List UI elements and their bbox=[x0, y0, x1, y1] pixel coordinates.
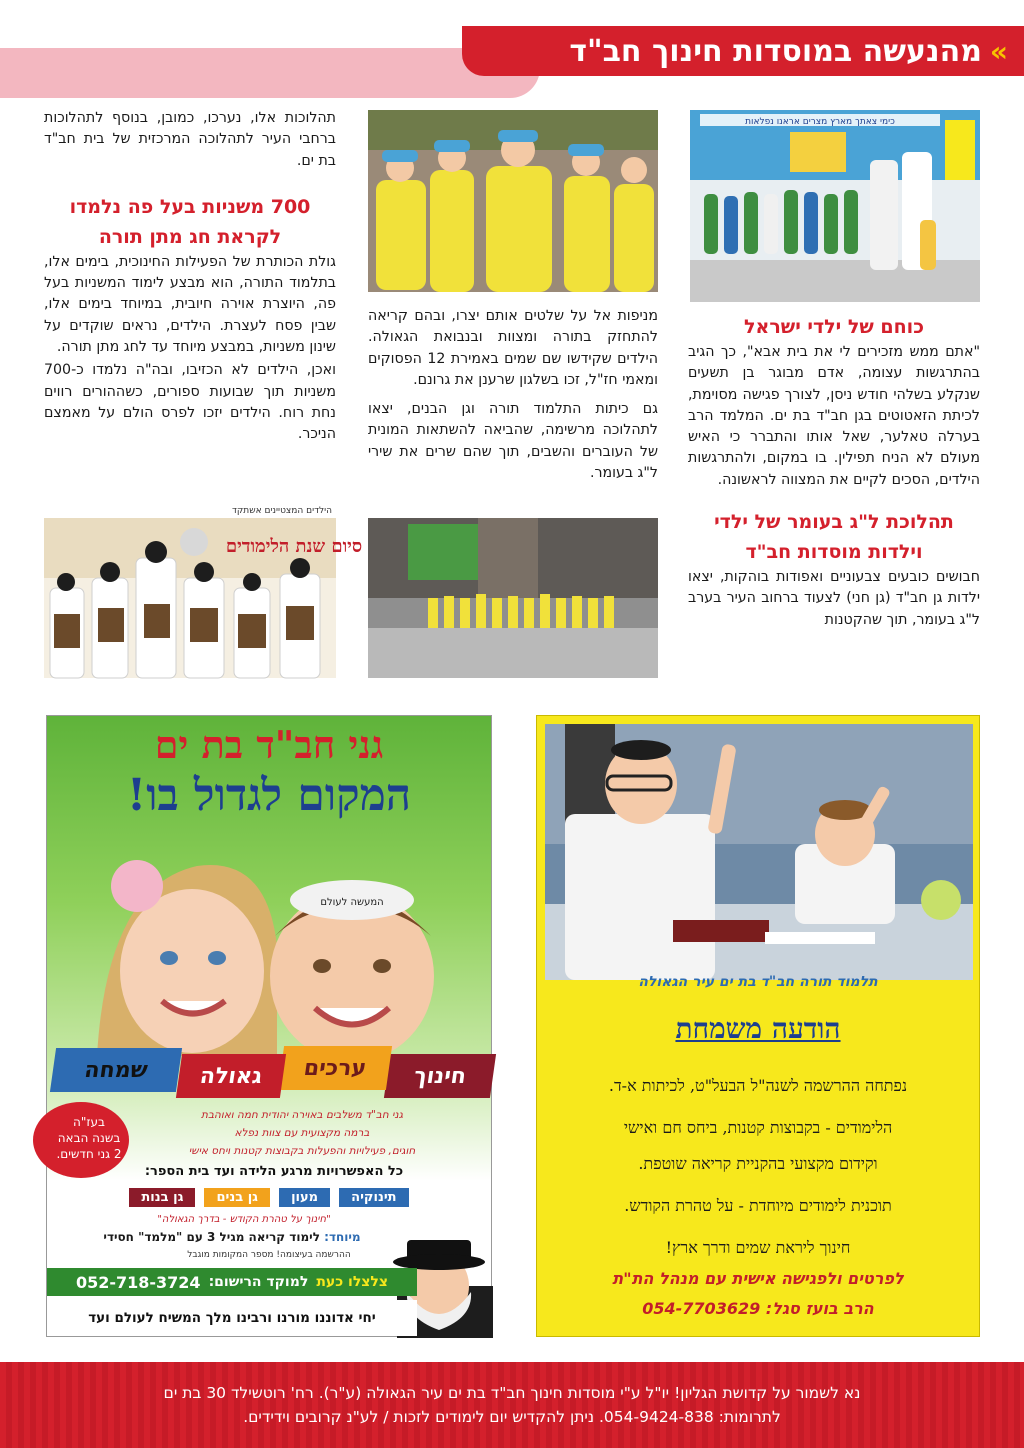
header-bar bbox=[462, 26, 1024, 76]
column-left bbox=[44, 108, 336, 448]
ad-talmud-torah bbox=[536, 715, 980, 1337]
slogan-line-3: חוגים, פעילויות והפעלות בקבוצות קטנות ויחס אישי bbox=[188, 1145, 416, 1157]
header-pink-band bbox=[0, 48, 540, 98]
students-photo bbox=[545, 724, 973, 980]
article-signs-text: מניפות אל על שלטים אותם יצרו, ובהם קריאה להתחזק בתורה ומצוות ובנבואת הגאולה. הילדים שקידשו שם שמים באמירת 12 הפסוקים ומאמי חז"ל, זכו בשלגון שרענן את גרונם. bbox=[368, 308, 658, 388]
footer bbox=[0, 1362, 1024, 1448]
special-text: לימוד קריאה מגיל 3 עם "מלמד" חסידי bbox=[103, 1230, 320, 1244]
photo-girls-parade bbox=[368, 110, 658, 292]
heading-matan-torah: לקראת חג מתן תורה bbox=[98, 225, 282, 248]
ad-line-1: נפתחה ההרשמה לשנה"ל הבעל"ט, לכיתות א-ד. bbox=[608, 1076, 908, 1095]
heading-children-power: כוחם של ילדי ישראל bbox=[744, 316, 924, 338]
ribbon-arachim: ערכים bbox=[278, 1046, 392, 1090]
article-tefillin-text: "אתם ממש מזכירים לי את בית אבא", כך הגיב בהתרגשות עצומה, אדם מבוגר בן תשעים שנקלע בשלהי חודש ניסן, לצורך פגישה מסוימת, לכיתת הזאטוטים בגן חב"ד בת ים. המלמד הרב בערלה טאלער, שאל אותו והתברר כי האיש מעולם לא הניח תפילין. בו במקום, ולהתרגשות הילדים, הסכים לקיים את המצווה לראשונה. bbox=[688, 344, 980, 488]
chevron-icon: » bbox=[989, 34, 1008, 68]
photo-boys-parade bbox=[368, 518, 658, 678]
pill-daycare: מעון bbox=[279, 1188, 330, 1207]
ad-contact bbox=[537, 1264, 979, 1324]
ad-kindergartens bbox=[46, 715, 492, 1337]
sticker-line-2: בשנה הבאה bbox=[57, 1131, 121, 1145]
article-mishnayot-text: גולת הכותרת של הפעילות החינוכית, בימים אלו, בתלמוד התורה, הוא מבצע לימוד המשניות בעל פה, היוצרת אוירה חיובית, במיוחד בימים אלו, שבין פסח לעצרת. הילדים, נראים שוקדים על שינון משניות, במבצע מיוחד עד לחג מתן תורה. bbox=[44, 253, 336, 356]
article-mishnayot-result: ואכן, הילדים לא הכזיבו, ובה"ה נלמדו כ-700 משניות תוך שבועות ספורים, כשההורים רווים נחת רוח. הילדים יזכו לפרס הולם על מאמצם הניכר. bbox=[44, 362, 336, 443]
registration-phone: 052-718-3724 bbox=[75, 1272, 201, 1292]
ribbon-chinuch: חינוך bbox=[384, 1054, 496, 1098]
sticker-line-1: בעז"ה bbox=[73, 1115, 105, 1129]
special-line bbox=[67, 1230, 397, 1244]
special-label: מיוחד: bbox=[324, 1230, 361, 1244]
call-label: צלצלו כעת bbox=[316, 1274, 389, 1290]
column-middle bbox=[368, 306, 658, 486]
tahara-slogan: "חינוך על טהרת הקודש - בדרך הגאולה" bbox=[157, 1214, 331, 1225]
photo-classroom bbox=[690, 110, 980, 302]
heading-lag-baomer-1: תהלוכת ל"ג בעומר של ילדי bbox=[714, 511, 954, 534]
slogan-line-1: גני חב"ד משלבים באוירה יהודית חמה ואוהבת bbox=[201, 1109, 403, 1121]
ad-kindergartens-title: גני חב"ד בת ים bbox=[154, 722, 384, 767]
heading-700-mishnayot: 700 משניות בעל פה נלמדו bbox=[69, 195, 311, 218]
ad-talmud-torah-caption: תלמוד תורה חב"ד בת ים עיר הגאולה bbox=[638, 974, 878, 990]
slogans bbox=[137, 1106, 467, 1160]
ad-bottom-line: יחי אדוננו מורנו ורבינו מלך המשיח לעולם ועד bbox=[47, 1300, 417, 1336]
ad-line-3: וקידום מקצועי בהקניית קריאה שוטפת. bbox=[638, 1154, 878, 1173]
options-title: כל האפשרויות מרגע הלידה ועד בית הספר: bbox=[144, 1164, 404, 1179]
ad-line-5: חינוך ליראת שמים ודרך ארץ! bbox=[665, 1238, 851, 1257]
sticker-line-3: 2 גני חדשים. bbox=[56, 1147, 122, 1161]
ad-talmud-torah-title: הודעה משמחת bbox=[675, 1012, 841, 1045]
footer-line-2: לתרומות: 054-9424-838. ניתן להקדיש יום לימודים לזכות / לע"נ קרובים וידידים. bbox=[243, 1408, 781, 1426]
options-pills bbox=[77, 1186, 461, 1207]
ribbon-geula: גאולה bbox=[176, 1054, 286, 1098]
article-parade-text: חבושים כובעים צבעוניים ואפודות בוהקות, יצאו ילדות גן חב"ד (גן חני) לצעוד ברחוב העיר בערב ל"ג בעומר, תוך שהקטנות bbox=[688, 569, 980, 628]
call-text: למוקד הרישום: bbox=[208, 1274, 309, 1290]
photo-award-ceremony bbox=[44, 518, 363, 678]
children-photo bbox=[77, 826, 467, 1056]
ribbon-simcha: שמחה bbox=[50, 1048, 182, 1092]
ad-line-4: תוכנית לימודים מיוחדת - על טהרת הקודש. bbox=[624, 1196, 892, 1215]
heading-lag-baomer-2: וילדות מוסדות חב"ד bbox=[745, 541, 923, 564]
ad-talmud-torah-body bbox=[551, 1068, 965, 1266]
limited-places: ההרשמה בעיצומה! מספר המקומות מוגבל bbox=[187, 1250, 351, 1260]
photo-caption: הילדים המצטיינים אשתקד bbox=[231, 506, 332, 516]
article-continuation-text: תהלוכות אלו, נערכו, כמובן, בנוסף לתהלוכות ברחבי העיר לתהלוכה המרכזית של בית חב"ד בת ים. bbox=[44, 110, 336, 169]
pill-girls: גן בנות bbox=[129, 1188, 195, 1207]
ad-kindergartens-slogan: המקום לגדול בו! bbox=[126, 770, 412, 821]
page-title: מהנעשה במוסדות חינוך חב"ד bbox=[569, 33, 982, 69]
pill-boys: גן בנים bbox=[204, 1188, 270, 1207]
pill-infants: תינוקיה bbox=[339, 1188, 408, 1207]
classroom-banner: כימי צאתך מארץ מצרים אראנו נפלאות bbox=[745, 117, 895, 127]
registration-bar bbox=[47, 1268, 417, 1296]
ad-line-2: הלימודים - בקבוצות קטנות, ביחס חם ואישי bbox=[623, 1118, 893, 1137]
kippah-text: המעשה לעולם bbox=[320, 897, 384, 908]
article-boys-parade-text: גם כיתות התלמוד תורה וגן הבנים, יצאו לתהלוכה מרשימה, שהביאה להשתאות המונית של העוברים והשבים, תוך שהם שרים את שירי ל"ג בעומר. bbox=[368, 401, 658, 482]
ceremony-banner: סיום שנת הלימודים bbox=[225, 536, 363, 557]
column-right bbox=[688, 312, 980, 633]
contact-line-2: הרב בועז סגל: 054-7703629 bbox=[642, 1299, 874, 1318]
slogan-line-2: ברמה מקצועית עם צוות נפלא bbox=[234, 1127, 370, 1139]
contact-line-1: לפרטים ולפגישה אישית עם מנהל הת"ת bbox=[612, 1269, 904, 1288]
footer-line-1: נא לשמור על קדושת הגליון! יו"ל ע"י מוסדות חינוך חב"ד בת ים עיר הגאולה (ע"ר). רח' רוטשילד 30 בת ים bbox=[163, 1384, 861, 1402]
